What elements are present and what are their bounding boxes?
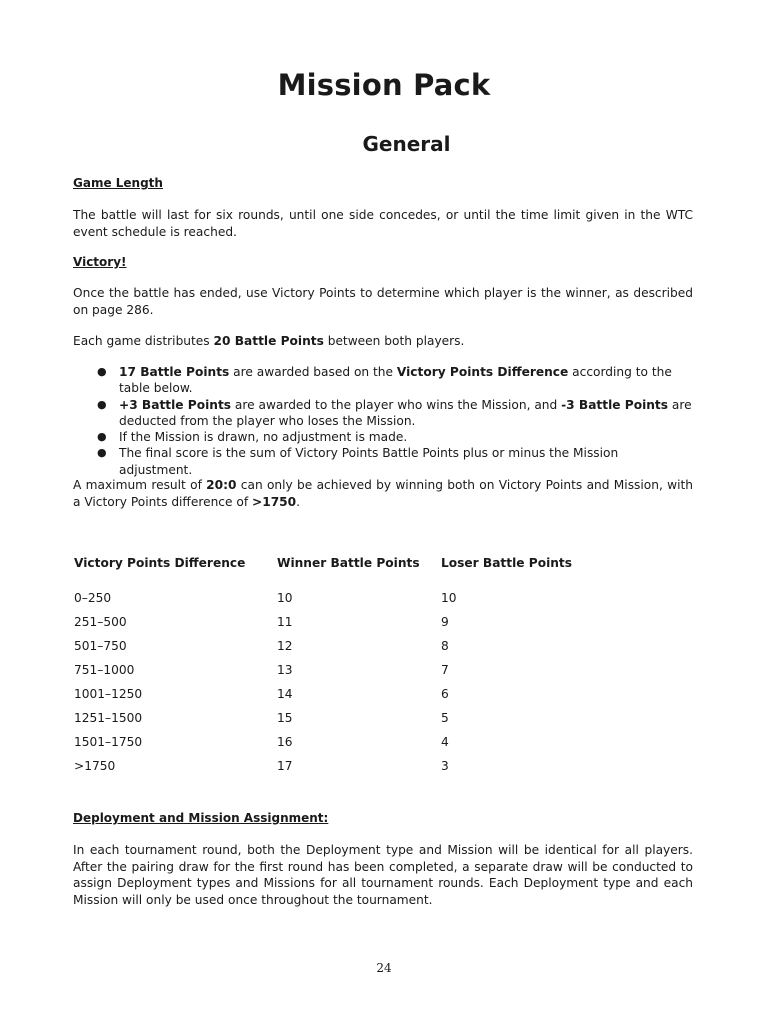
- table-cell: 17: [277, 759, 293, 773]
- table-cell: 0–250: [74, 591, 112, 605]
- table-cell: 6: [441, 687, 449, 701]
- table-cell: 1001–1250: [74, 687, 143, 701]
- bold-run: 17 Battle Points: [119, 365, 230, 379]
- section-title: General: [362, 132, 451, 156]
- bullet-icon: ●: [97, 430, 107, 444]
- list-item: [73, 445, 693, 478]
- deployment-paragraph: In each tournament round, both the Deployment type and Mission will be identical for all players. After the pairing draw for the first round has been completed, a separate draw will be conducted to assign Deployment types and Missions for all tournament rounds. Each Deployment type and each Mission will only be used once throughout the tournament.: [73, 843, 693, 907]
- bold-run: +3 Battle Points: [119, 397, 232, 412]
- bold-run: 20:0: [206, 478, 237, 492]
- victory-paragraph-2: [73, 333, 693, 350]
- table-cell: 251–500: [74, 615, 127, 629]
- table-cell: 11: [277, 615, 293, 629]
- text-run: are awarded to the player who wins the Mission, and: [231, 397, 562, 412]
- table-cell: 13: [277, 663, 293, 677]
- heading-victory: Victory!: [73, 255, 127, 269]
- table-cell: 3: [441, 759, 449, 773]
- table-cell: 5: [441, 711, 449, 725]
- table-cell: 10: [441, 591, 457, 605]
- list-item: [73, 364, 693, 397]
- text-run: between both players.: [323, 334, 465, 348]
- table-cell: 8: [441, 639, 449, 653]
- game-length-paragraph: The battle will last for six rounds, until one side concedes, or until the time limit given in the WTC event schedule is reached.: [73, 208, 693, 239]
- table-cell: 10: [277, 591, 293, 605]
- table-cell: 751–1000: [74, 663, 135, 677]
- text-run: according to the table below.: [119, 365, 672, 396]
- bold-run: -3 Battle Points: [561, 397, 668, 412]
- table-cell: 4: [441, 735, 449, 749]
- page-number: 24: [376, 961, 392, 975]
- list-item: [73, 397, 693, 430]
- heading-deployment: Deployment and Mission Assignment:: [73, 811, 329, 825]
- table-header-winner: Winner Battle Points: [277, 556, 420, 570]
- text-run: are deducted from the player who loses the Mission.: [119, 397, 692, 428]
- victory-paragraph-1: Once the battle has ended, use Victory Points to determine which player is the winner, as described on page 286.: [73, 286, 693, 317]
- table-cell: 1251–1500: [74, 711, 143, 725]
- battle-points-list: [73, 364, 693, 478]
- table-cell: 501–750: [74, 639, 127, 653]
- table-cell: 9: [441, 615, 449, 629]
- list-item: [73, 429, 693, 445]
- bullet-icon: ●: [97, 446, 107, 460]
- text-run: A maximum result of: [73, 478, 207, 492]
- text-run: If the Mission is drawn, no adjustment is made.: [119, 430, 408, 445]
- table-header-vp-difference: Victory Points Difference: [74, 556, 246, 570]
- bullet-icon: ●: [97, 397, 107, 411]
- heading-game-length: Game Length: [73, 176, 163, 190]
- page-title: Mission Pack: [277, 68, 491, 102]
- text-run: Each game distributes: [73, 334, 214, 348]
- table-cell: 15: [277, 711, 293, 725]
- text-run: are awarded based on the: [229, 365, 397, 379]
- max-result-paragraph: [73, 477, 693, 510]
- text-run: can only be achieved by winning both on Victory Points and Mission, with a Victory Points difference of: [73, 478, 693, 509]
- bullet-icon: ●: [97, 365, 107, 378]
- table-cell: >1750: [74, 759, 116, 773]
- bold-run: Victory Points Difference: [396, 365, 569, 379]
- table-cell: 14: [277, 687, 293, 701]
- text-run: .: [296, 494, 301, 509]
- table-cell: 16: [277, 735, 293, 749]
- table-cell: 12: [277, 639, 293, 653]
- bold-run: 20 Battle Points: [213, 334, 324, 348]
- table-cell: 1501–1750: [74, 735, 143, 749]
- table-cell: 7: [441, 663, 449, 677]
- table-header-loser: Loser Battle Points: [441, 556, 573, 570]
- bold-run: >1750: [252, 494, 297, 509]
- text-run: The final score is the sum of Victory Points Battle Points plus or minus the Mission adjustment.: [119, 446, 619, 477]
